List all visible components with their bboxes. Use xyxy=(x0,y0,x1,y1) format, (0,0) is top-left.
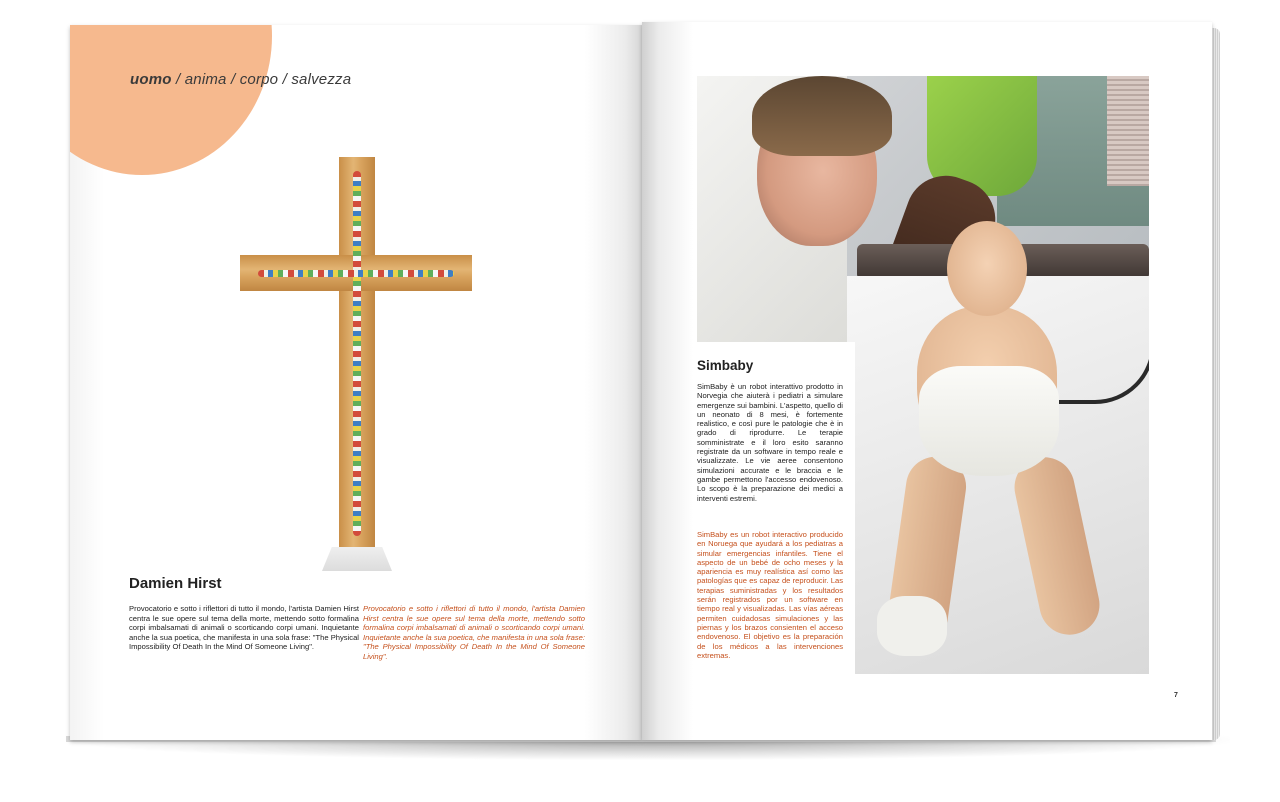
page-number: 7 xyxy=(1174,692,1178,699)
artist-heading: Damien Hirst xyxy=(129,575,222,592)
artist-body-translation: Provocatorio e sotto i riflettori di tutto il mondo, l'artista Damien Hirst centra le sue opere sul tema della morte, mettendo sotto formalina corpi imbalsamati di animali o scorticando corpi umani. Inquietante anche la sua poetica, che manifesta in una sola frase: "The Physical Impossibility Of Death In the Mind Of Someone Living". xyxy=(363,604,585,661)
photo-baby-head xyxy=(947,221,1027,316)
artist-body-italian: Provocatorio e sotto i riflettori di tutto il mondo, l'artista Damien Hirst centra le sue opere sul tema della morte, mettendo sotto formalina corpi imbalsamati di animali o scorticando corpi umani. Inquietante anche la sua poetica, che manifesta in una sola frase: "The Physical Impossibility Of Death In the Mind Of Someone Living". xyxy=(129,604,359,652)
section-kicker xyxy=(130,71,351,88)
simbaby-body-spanish: SimBaby es un robot interactivo producido en Noruega que ayudará a los pediatras a simular emergencias infantiles. Tiene el aspecto de un bebé de ocho meses y la apariencia es muy realística así como las patologías que es capaz de reproducir. Las terapias suministradas y los resultados serán registrados por un software en tiempo real y visualizadas. Las vías aéreas permiten cuidadosas simulaciones y las piernas y los brazos consienten el acceso endovenoso. El objetivo es la preparación de los médicos a las intervenciones extremas. xyxy=(697,530,843,660)
kicker-rest: / anima / corpo / salvezza xyxy=(171,71,352,88)
peach-corner-circle xyxy=(70,25,272,175)
cross-stand-base xyxy=(322,547,392,571)
right-page xyxy=(642,22,1212,740)
photo-blinds xyxy=(1107,76,1149,186)
kicker-first-word: uomo xyxy=(130,71,172,88)
photo-doctor-hair xyxy=(752,76,892,156)
simbaby-body-italian: SimBaby è un robot interattivo prodotto in Norvegia che aiuterà i pediatri a simulare emergenze sui bambini. L'aspetto, quello di un neonato di 8 mesi, è fortemente realistico, e così pure le patologie che è in grado di riprodurre. Le terapie somministrate e il loro esito saranno registrate da un software in tempo reale e visualizzate. Le vie aeree consentono simulazioni accurate e le braccia e le gambe permettono l'accesso endovenoso. Lo scopo è la preparazione dei medici a interventi estremi. xyxy=(697,382,843,503)
cross-pill-inlay-vertical xyxy=(353,171,361,536)
photo-baby-sock xyxy=(877,596,947,656)
cross-pill-inlay-horizontal xyxy=(258,270,454,277)
photo-baby-diaper xyxy=(919,366,1059,476)
left-page xyxy=(70,25,642,740)
simbaby-heading: Simbaby xyxy=(697,358,754,373)
cross-artwork-image xyxy=(240,157,472,577)
